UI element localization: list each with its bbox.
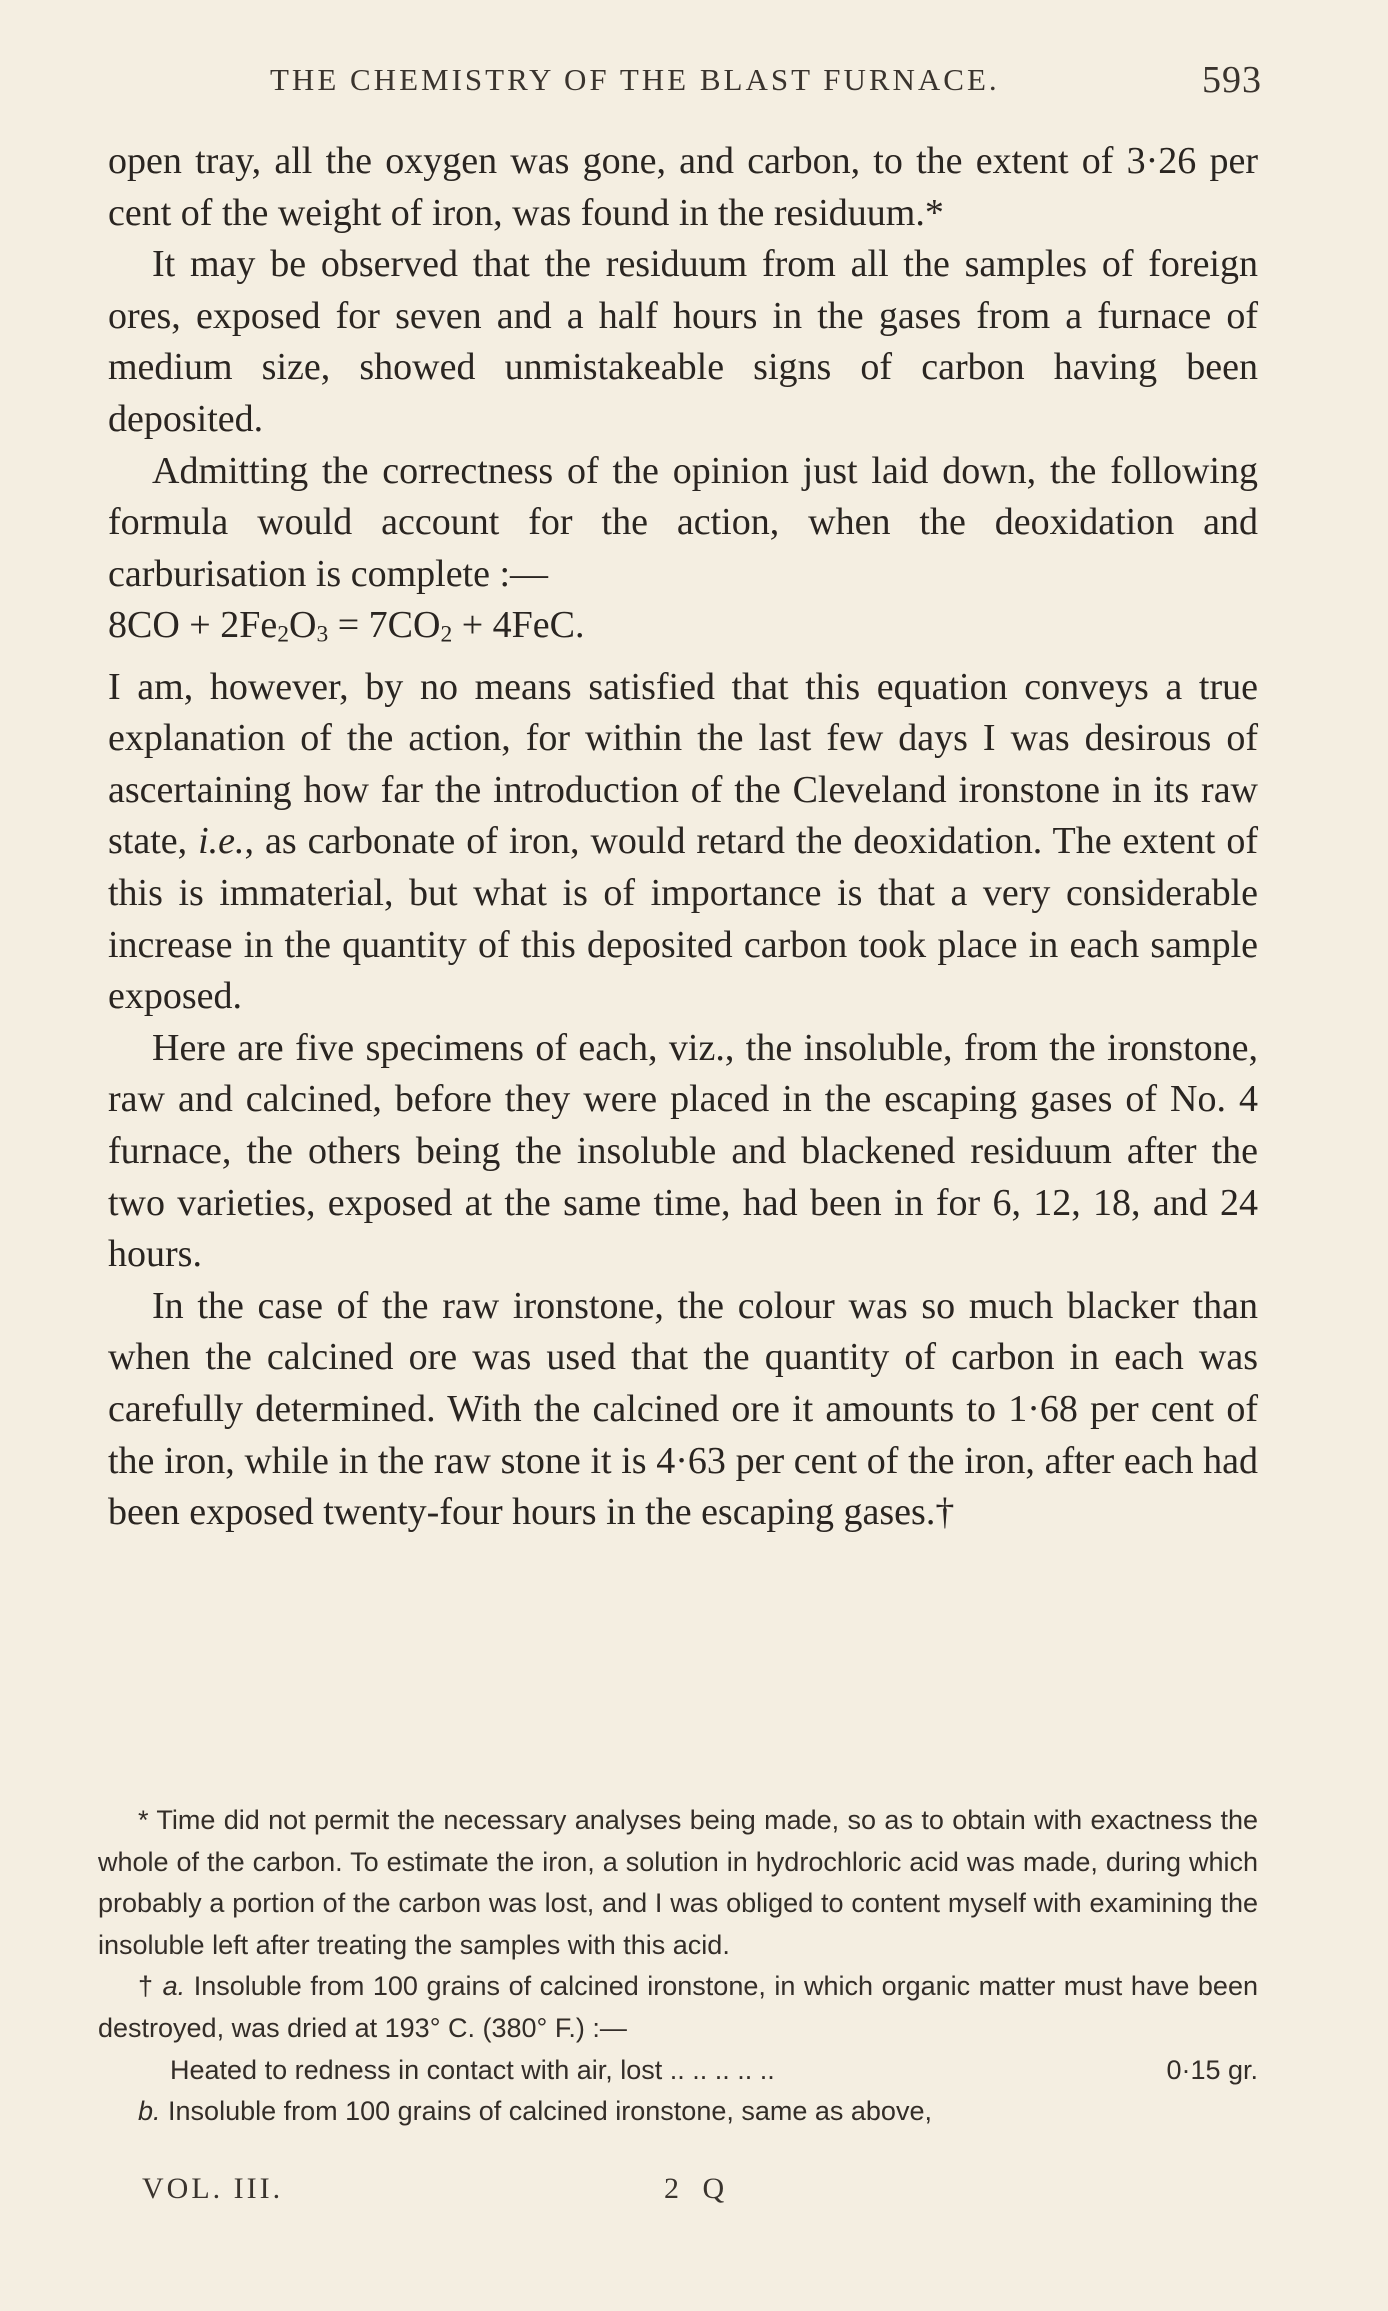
body-text [108, 136, 1258, 1539]
paragraph-3: Admitting the correctness of the opinion just laid down, the following formula would account for the action, when the deoxidation and carburisation is complete :— [108, 449, 1258, 595]
paragraph-4-italic: i.e. [198, 820, 245, 863]
equation-sub-1: 2 [277, 622, 289, 649]
footnotes [98, 1800, 1258, 2133]
footnote-b-text: Insoluble from 100 grains of calcined ironstone, same as above, [160, 2096, 932, 2127]
paragraph-4-text-b: , as carbonate of iron, would retard the deoxidation. The extent of this is immaterial, but what is of importance is that a very considerable increase in the quantity of this deposited carbon took place in each sample exposed. [108, 820, 1258, 1018]
paragraph-4 [108, 662, 1258, 1023]
paragraph-2: It may be observed that the residuum from all the samples of foreign ores, exposed for seven and a half hours in the gases from a furnace of medium size, showed unmistakeable signs of carbon having been deposited. [108, 243, 1258, 440]
footnote-b [98, 2091, 1258, 2133]
running-head: THE CHEMISTRY OF THE BLAST FURNACE. [270, 62, 1000, 97]
paragraph-5: Here are five specimens of each, viz., the insoluble, from the ironstone, raw and calcined, before they were placed in the escaping gases of No. 4 furnace, the others being the insoluble and blackened residuum after the two varieties, exposed at the same time, had been in for 6, 12, 18, and 24 hours. [108, 1026, 1258, 1276]
volume-footer: VOL. III. [142, 2172, 284, 2205]
paragraph-4-text-a: I am, however, by no means satisfied that this equation conveys a true explanation of the action, for within the last few days I was desirous of ascertaining how far the introduction of the Cleveland ironstone in its raw state, [108, 665, 1258, 863]
footnote-b-label: b. [138, 2096, 161, 2127]
paragraph-1: open tray, all the oxygen was gone, and carbon, to the extent of 3·26 per cent of the weight of iron, was found in the residuum.* [108, 140, 1258, 234]
equation-sub-2: 3 [316, 622, 329, 649]
equation-part-4: + 4FeC. [452, 604, 585, 647]
paragraph-6: In the case of the raw ironstone, the colour was so much blacker than when the calcined ore was used that the quantity of carbon in each was carefully determined. With the calcined ore it amounts to 1·68 per cent of the iron, while in the raw stone it is 4·63 per cent of the iron, after each had been exposed twenty-four hours in the escaping gases.† [108, 1284, 1258, 1534]
equation-sub-3: 2 [440, 622, 453, 649]
page-number: 593 [1202, 59, 1262, 101]
equation-part-2: O [289, 604, 317, 647]
measurement-value: 0·15 gr. [1166, 2054, 1258, 2085]
footnote-measurement [98, 2050, 1258, 2092]
footnote-a-label: a. [162, 1971, 186, 2002]
footnote-dagger [98, 1966, 1258, 2049]
footnote-a-text: Insoluble from 100 grains of calcined ironstone, in which organic matter must have been destroyed, was dried at 193° C. (380° F.) :— [98, 1971, 1258, 2043]
measurement-label: Heated to redness in contact with air, lost .. .. .. .. .. [170, 2054, 775, 2085]
signature-mark: 2 Q [664, 2172, 733, 2205]
footnote-star: * Time did not permit the necessary analyses being made, so as to obtain with exactness the whole of the carbon. To estimate the iron, a solution in hydrochloric acid was made, during which probably a portion of the carbon was lost, and I was obliged to content myself with examining the insoluble left after treating the samples with this acid. [98, 1805, 1258, 1960]
equation-part-1: 8CO + 2Fe [108, 604, 278, 647]
dagger-mark: † [138, 1971, 163, 2002]
equation [108, 600, 1258, 661]
equation-part-3: = 7CO [328, 604, 441, 647]
